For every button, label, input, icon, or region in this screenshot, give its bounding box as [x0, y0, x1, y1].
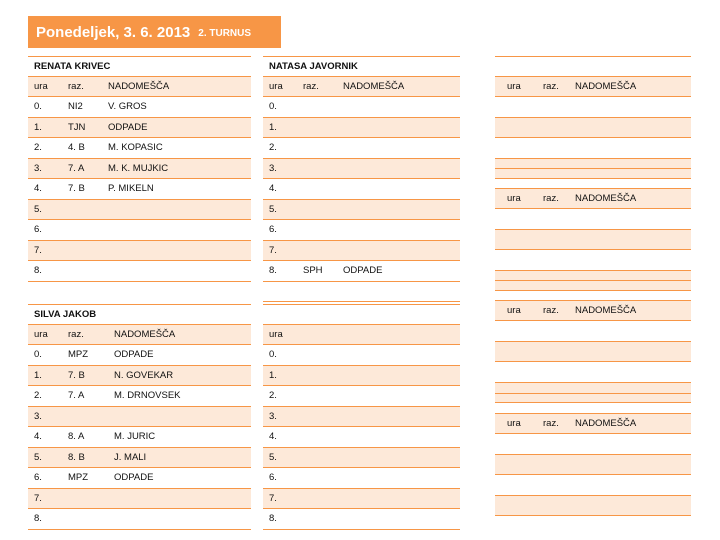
table-row — [495, 321, 691, 342]
column-header: raz. — [303, 80, 319, 92]
page-title-bar — [28, 16, 281, 48]
column-header: ura — [34, 328, 48, 340]
table-cell: 7. A — [68, 390, 85, 402]
teacher-name: NATASA JAVORNIK — [269, 60, 358, 72]
table-cell: 5. — [269, 451, 277, 463]
column-header: NADOMEŠČA — [575, 192, 637, 204]
column-header: ura — [507, 192, 521, 204]
table-cell: M. JURIC — [114, 431, 156, 443]
table-cell: M. KOPASIC — [108, 142, 163, 154]
table-cell: 4. — [269, 431, 277, 443]
table-cell: M. K. MUJKIC — [108, 162, 169, 174]
header-row — [495, 189, 691, 210]
table-cell: 6. — [34, 472, 42, 484]
table-cell: 2. — [34, 390, 42, 402]
column-header: ura — [507, 304, 521, 316]
table-cell: TJN — [68, 121, 86, 133]
schedule-table-t2 — [263, 56, 460, 302]
table-row — [495, 118, 691, 139]
column-header: ura — [507, 80, 521, 92]
table-row — [263, 345, 460, 366]
table-cell: MPZ — [68, 472, 89, 484]
blank-row — [263, 304, 460, 325]
table-cell: 6. — [269, 224, 277, 236]
table-cell: 7. B — [68, 183, 85, 195]
table-cell: 8. — [34, 265, 42, 277]
table-row — [263, 97, 460, 118]
table-cell: 6. — [269, 472, 277, 484]
header-row — [495, 77, 691, 98]
table-row — [28, 345, 251, 366]
page-title: Ponedeljek, 3. 6. 2013 — [36, 23, 191, 41]
column-header: raz. — [543, 417, 559, 429]
column-header: ura — [269, 80, 283, 92]
table-cell: 4. — [269, 183, 277, 195]
teacher-name-row — [28, 304, 251, 325]
table-cell: 7. — [34, 244, 42, 256]
teacher-name-row — [263, 56, 460, 77]
table-cell: 4. — [34, 431, 42, 443]
table-cell: 2. — [269, 142, 277, 154]
blank-row — [263, 282, 460, 303]
table-row — [263, 200, 460, 221]
table-cell: P. MIKELN — [108, 183, 154, 195]
column-header: NADOMEŠČA — [575, 304, 637, 316]
header-row — [28, 325, 251, 346]
schedule-table-t3 — [28, 304, 251, 530]
table-cell: 4. — [34, 183, 42, 195]
table-row — [495, 455, 691, 476]
header-row — [495, 414, 691, 435]
table-cell: J. MALI — [114, 451, 147, 463]
table-row — [263, 407, 460, 428]
table-row — [28, 448, 251, 469]
table-row — [263, 179, 460, 200]
table-row — [28, 468, 251, 489]
column-header: ura — [507, 417, 521, 429]
blank-row — [495, 168, 691, 189]
column-header: raz. — [543, 80, 559, 92]
table-cell: 2. — [34, 142, 42, 154]
table-row — [28, 118, 251, 139]
table-row — [263, 138, 460, 159]
table-cell: 7. — [269, 244, 277, 256]
table-row — [495, 342, 691, 363]
table-row — [28, 509, 251, 530]
teacher-name-row — [28, 56, 251, 77]
table-cell: 7. — [269, 492, 277, 504]
page-subtitle: 2. TURNUS — [198, 28, 252, 39]
table-cell: 1. — [269, 369, 277, 381]
table-cell: 0. — [269, 349, 277, 361]
table-cell: ODPADE — [114, 349, 154, 361]
table-row — [495, 362, 691, 383]
table-cell: 8. B — [68, 451, 85, 463]
table-row — [28, 159, 251, 180]
table-cell: NI2 — [68, 101, 83, 113]
table-row — [28, 366, 251, 387]
table-row — [263, 220, 460, 241]
table-cell: MPZ — [68, 349, 89, 361]
table-row — [263, 159, 460, 180]
table-row — [28, 386, 251, 407]
column-header: NADOMEŠČA — [575, 80, 637, 92]
table-cell: 5. — [34, 451, 42, 463]
table-row — [28, 97, 251, 118]
table-row — [28, 179, 251, 200]
table-cell: M. DRNOVSEK — [114, 390, 181, 402]
table-row — [28, 407, 251, 428]
table-row — [495, 209, 691, 230]
table-row — [495, 97, 691, 118]
table-row — [28, 138, 251, 159]
header-row — [263, 325, 460, 346]
table-cell: ODPADE — [343, 265, 383, 277]
column-header: raz. — [543, 192, 559, 204]
column-header: NADOMEŠČA — [575, 417, 637, 429]
table-cell: 0. — [269, 101, 277, 113]
schedule-table-r1 — [495, 56, 691, 179]
table-cell: 8. — [269, 513, 277, 525]
table-cell: 0. — [34, 101, 42, 113]
column-header: NADOMEŠČA — [343, 80, 405, 92]
table-row — [263, 468, 460, 489]
table-row — [28, 220, 251, 241]
table-cell: 7. A — [68, 162, 85, 174]
table-cell: 1. — [34, 369, 42, 381]
column-header: ura — [34, 80, 48, 92]
table-cell: SPH — [303, 265, 323, 277]
table-cell: ODPADE — [108, 121, 148, 133]
header-row — [263, 77, 460, 98]
table-cell: 2. — [269, 390, 277, 402]
table-cell: 0. — [34, 349, 42, 361]
schedule-table-t1 — [28, 56, 251, 282]
header-row — [28, 77, 251, 98]
table-row — [263, 509, 460, 530]
table-cell: 4. B — [68, 142, 85, 154]
table-cell: 1. — [34, 121, 42, 133]
table-row — [263, 427, 460, 448]
column-header: raz. — [68, 328, 84, 340]
table-row — [495, 230, 691, 251]
table-cell: 3. — [34, 410, 42, 422]
blank-row — [495, 280, 691, 301]
table-row — [28, 241, 251, 262]
table-row — [495, 434, 691, 455]
table-cell: V. GROS — [108, 101, 147, 113]
table-cell: 5. — [34, 203, 42, 215]
table-row — [263, 386, 460, 407]
table-cell: 8. — [269, 265, 277, 277]
schedule-table-t4 — [263, 304, 460, 530]
column-header: NADOMEŠČA — [114, 328, 176, 340]
column-header: NADOMEŠČA — [108, 80, 170, 92]
table-cell: 3. — [269, 162, 277, 174]
table-cell: 3. — [34, 162, 42, 174]
schedule-table-r3 — [495, 280, 691, 403]
teacher-name: RENATA KRIVEC — [34, 60, 111, 72]
blank-row — [495, 393, 691, 414]
table-cell: ODPADE — [114, 472, 154, 484]
table-row — [263, 241, 460, 262]
table-row — [263, 489, 460, 510]
schedule-table-r4 — [495, 393, 691, 516]
table-row — [495, 475, 691, 496]
table-cell: 8. — [34, 513, 42, 525]
table-cell: N. GOVEKAR — [114, 369, 174, 381]
table-cell: 7. B — [68, 369, 85, 381]
blank-row — [495, 56, 691, 77]
column-header: raz. — [543, 304, 559, 316]
table-row — [495, 496, 691, 517]
table-row — [495, 138, 691, 159]
table-row — [495, 250, 691, 271]
table-row — [28, 427, 251, 448]
column-header: ura — [269, 328, 283, 340]
table-row — [263, 366, 460, 387]
column-header: raz. — [68, 80, 84, 92]
table-row — [263, 261, 460, 282]
table-row — [28, 200, 251, 221]
table-row — [263, 448, 460, 469]
header-row — [495, 301, 691, 322]
schedule-table-r2 — [495, 168, 691, 291]
table-cell: 1. — [269, 121, 277, 133]
table-row — [28, 261, 251, 282]
teacher-name: SILVA JAKOB — [34, 308, 97, 320]
table-cell: 7. — [34, 492, 42, 504]
table-row — [28, 489, 251, 510]
table-cell: 5. — [269, 203, 277, 215]
table-cell: 3. — [269, 410, 277, 422]
table-row — [263, 118, 460, 139]
table-cell: 6. — [34, 224, 42, 236]
table-cell: 8. A — [68, 431, 85, 443]
